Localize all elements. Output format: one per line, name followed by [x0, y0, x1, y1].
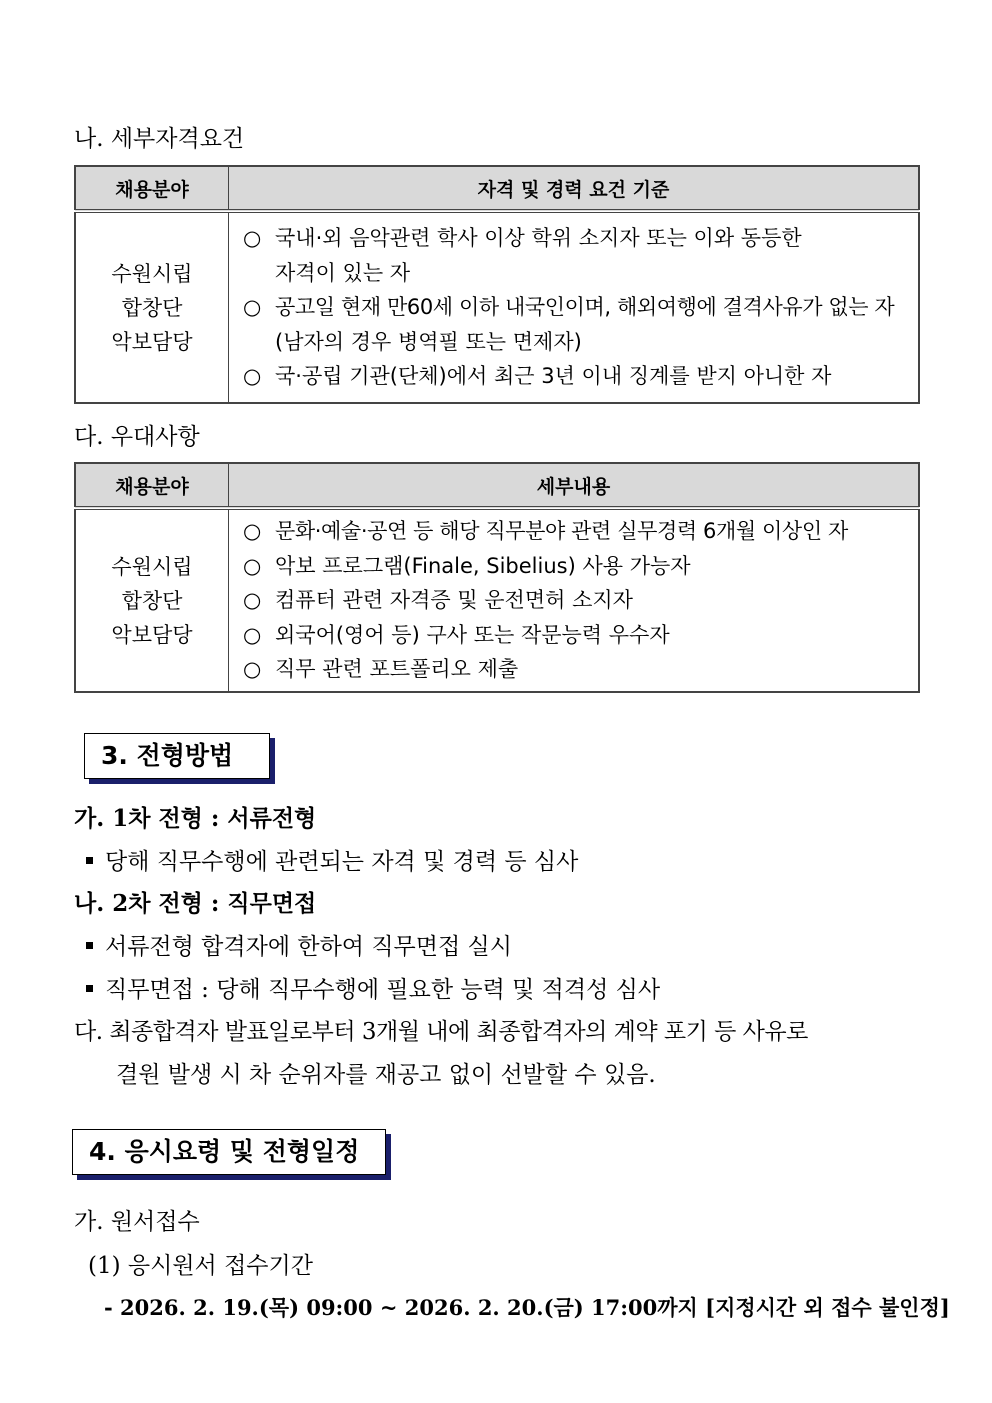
- step1-bullet: 당해 직무수행에 관련되는 자격 및 경력 등 심사: [86, 843, 578, 876]
- preference-item: ○ 악보 프로그램(Finale, Sibelius) 사용 가능자: [243, 553, 691, 578]
- field-line: 수원시립: [111, 261, 193, 286]
- section-heading-qualifications: 나. 세부자격요건: [74, 126, 245, 152]
- header-content: 자격 및 경력 요건 기준: [229, 166, 920, 211]
- step1-heading: 가. 1차 전형 : 서류전형: [74, 805, 317, 832]
- application-period: - 2026. 2. 19.(목) 09:00 ~ 2026. 2. 20.(금) 17:00까지 [지정시간 외 접수 불인정]: [104, 1295, 950, 1320]
- preference-item: ○ 문화·예술·공연 등 해당 직무분야 관련 실무경력 6개월 이상인 자: [243, 519, 848, 544]
- field-cell: [75, 211, 229, 403]
- section-title-application: 4. 응시요령 및 전형일정: [72, 1129, 386, 1175]
- preference-item: ○ 직무 관련 포트폴리오 제출: [243, 657, 519, 682]
- preference-item: ○ 컴퓨터 관련 자격증 및 운전면허 소지자: [243, 588, 633, 613]
- application-heading: 가. 원서접수: [74, 1209, 200, 1235]
- field-line: 악보담당: [111, 622, 193, 647]
- application-period-label: (1) 응시원서 접수기간: [88, 1253, 313, 1279]
- preference-item: ○ 외국어(영어 등) 구사 또는 작문능력 우수자: [243, 622, 670, 647]
- requirements-cell: [229, 211, 920, 403]
- requirement-item-cont: (남자의 경우 병역필 또는 면제자): [275, 329, 582, 354]
- preferences-table: [74, 462, 920, 693]
- qualifications-table: [74, 165, 920, 404]
- requirement-item: ○ 공고일 현재 만60세 이하 내국인이며, 해외여행에 결격사유가 없는 자: [243, 295, 895, 320]
- square-bullet-icon: [86, 985, 93, 992]
- header-field: 채용분야: [75, 166, 229, 211]
- header-field: 채용분야: [75, 463, 229, 508]
- field-line: 합창단: [121, 588, 183, 613]
- field-line: 합창단: [121, 295, 183, 320]
- field-cell: [75, 508, 229, 692]
- preferences-cell: [229, 508, 920, 692]
- step2-heading: 나. 2차 전형 : 직무면접: [74, 890, 317, 917]
- step2-bullet: 서류전형 합격자에 한하여 직무면접 실시: [86, 928, 512, 961]
- section-heading-preferences: 다. 우대사항: [74, 424, 200, 450]
- field-line: 수원시립: [111, 554, 193, 579]
- requirement-item-cont: 자격이 있는 자: [275, 260, 411, 285]
- step2-bullet: 직무면접 : 당해 직무수행에 필요한 능력 및 적격성 심사: [86, 971, 660, 1004]
- field-line: 악보담당: [111, 329, 193, 354]
- final-note-line1: 다. 최종합격자 발표일로부터 3개월 내에 최종합격자의 계약 포기 등 사유로: [74, 1019, 808, 1045]
- square-bullet-icon: [86, 942, 93, 949]
- section-title-selection: 3. 전형방법: [84, 733, 270, 779]
- header-content: 세부내용: [229, 463, 920, 508]
- final-note-line2: 결원 발생 시 차 순위자를 재공고 없이 선발할 수 있음.: [116, 1062, 656, 1088]
- requirement-item: ○ 국내·외 음악관련 학사 이상 학위 소지자 또는 이와 동등한: [243, 226, 802, 251]
- requirement-item: ○ 국·공립 기관(단체)에서 최근 3년 이내 징계를 받지 아니한 자: [243, 364, 832, 389]
- square-bullet-icon: [86, 857, 93, 864]
